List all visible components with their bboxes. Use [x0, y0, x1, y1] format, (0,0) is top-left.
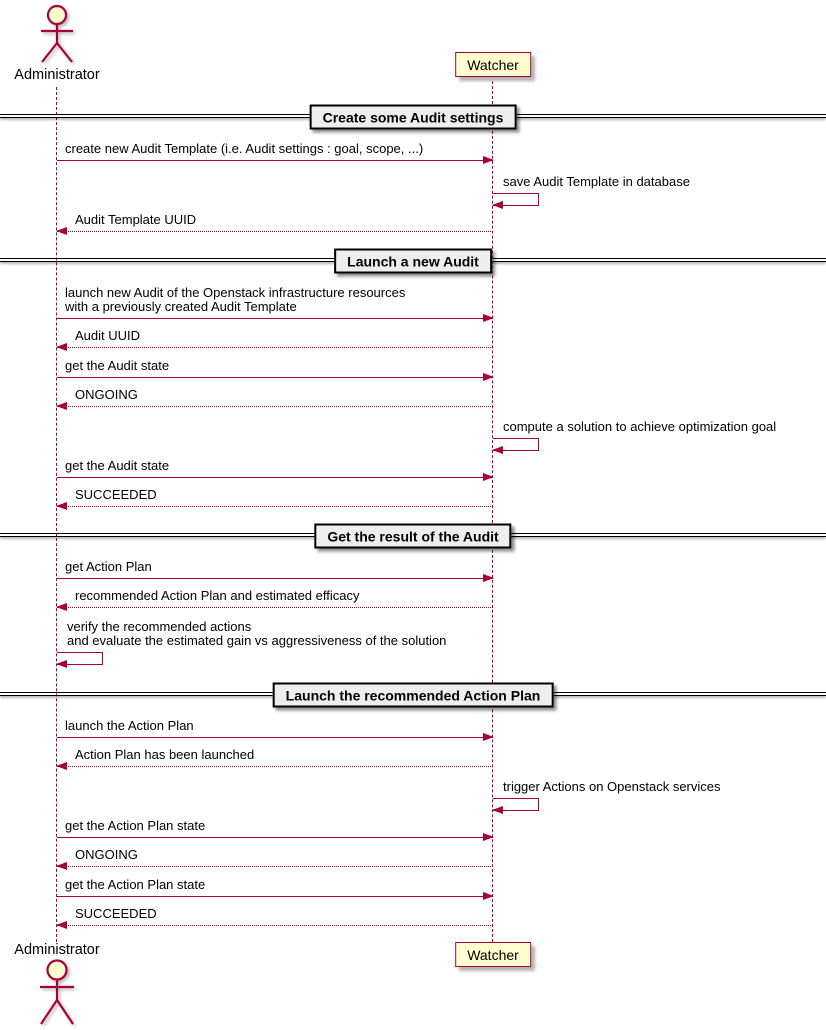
message-text-line: get the Audit state [65, 458, 170, 473]
divider-label-box: Create some Audit settings [310, 105, 517, 130]
arrowhead-icon [483, 574, 494, 582]
message-label [65, 560, 152, 574]
administrator-label-bottom: Administrator [14, 942, 100, 958]
message-text-line: launch new Audit of the Openstack infrastructure resources [65, 285, 406, 300]
message-label [65, 719, 194, 733]
arrowhead-icon [56, 343, 67, 351]
arrowhead-icon [492, 446, 503, 454]
self-message-loop [57, 652, 103, 665]
arrowhead-icon [492, 806, 503, 814]
message-text-line: compute a solution to achieve optimization goal [503, 419, 777, 434]
arrowhead-icon [56, 603, 67, 611]
message-text-line: SUCCEEDED [75, 906, 157, 921]
message-text-line: ONGOING [75, 387, 138, 402]
message-label [65, 819, 205, 833]
message-arrow [57, 896, 493, 897]
self-message-label [503, 420, 776, 434]
message-label [65, 359, 169, 373]
arrowhead-icon [56, 862, 67, 870]
message-text-line: with a previously created Audit Template [65, 299, 297, 314]
message-text-line: verify the recommended actions [67, 619, 252, 634]
message-arrow [57, 837, 493, 838]
self-message-label [503, 780, 721, 794]
self-message-loop [493, 798, 539, 811]
message-arrow [57, 607, 493, 608]
watcher-participant-bottom: Watcher [455, 942, 531, 967]
message-label [65, 878, 205, 892]
arrowhead-icon [483, 473, 494, 481]
message-label [75, 748, 254, 762]
message-text-line: and evaluate the estimated gain vs aggressiveness of the solution [67, 633, 447, 648]
message-label [75, 329, 140, 343]
message-label [65, 142, 423, 156]
message-arrow [57, 737, 493, 738]
watcher-participant-top: Watcher [455, 52, 531, 77]
message-arrow [57, 477, 493, 478]
message-text-line: save Audit Template in database [503, 174, 690, 189]
self-message-label [503, 175, 690, 189]
arrowhead-icon [56, 227, 67, 235]
arrowhead-icon [492, 201, 503, 209]
message-text-line: Audit Template UUID [75, 212, 197, 227]
message-text-line: trigger Actions on Openstack services [503, 779, 721, 794]
message-arrow [57, 160, 493, 161]
message-label [75, 589, 359, 603]
message-text-line: ONGOING [75, 847, 138, 862]
message-arrow [57, 578, 493, 579]
arrowhead-icon [483, 156, 494, 164]
administrator-actor-icon [34, 4, 80, 66]
message-arrow [57, 866, 493, 867]
message-text-line: SUCCEEDED [75, 487, 157, 502]
administrator-label-top: Administrator [14, 67, 100, 83]
message-arrow [57, 347, 493, 348]
message-label [75, 388, 138, 402]
arrowhead-icon [483, 892, 494, 900]
arrowhead-icon [56, 402, 67, 410]
arrowhead-icon [483, 373, 494, 381]
arrowhead-icon [56, 502, 67, 510]
message-label [75, 907, 157, 921]
message-arrow [57, 925, 493, 926]
arrowhead-icon [56, 921, 67, 929]
arrowhead-icon [483, 833, 494, 841]
message-text-line: get the Action Plan state [65, 877, 206, 892]
message-text-line: recommended Action Plan and estimated efficacy [75, 588, 360, 603]
self-message-loop [493, 193, 539, 206]
message-label [65, 286, 405, 314]
divider-label-box: Launch the recommended Action Plan [273, 683, 554, 708]
message-arrow [57, 231, 493, 232]
message-arrow [57, 318, 493, 319]
message-text-line: Action Plan has been launched [75, 747, 255, 762]
message-arrow [57, 766, 493, 767]
arrowhead-icon [56, 660, 67, 668]
message-arrow [57, 506, 493, 507]
message-arrow [57, 406, 493, 407]
arrowhead-icon [483, 314, 494, 322]
message-text-line: get the Audit state [65, 358, 170, 373]
administrator-actor-icon-bottom [34, 958, 80, 1028]
message-text-line: launch the Action Plan [65, 718, 194, 733]
divider-label-box: Launch a new Audit [334, 249, 492, 274]
divider-label-box: Get the result of the Audit [314, 524, 511, 549]
message-text-line: create new Audit Template (i.e. Audit settings : goal, scope, ...) [65, 141, 424, 156]
message-label [65, 459, 169, 473]
administrator-lifeline [56, 87, 57, 942]
message-label [75, 848, 138, 862]
message-label [75, 488, 157, 502]
self-message-loop [493, 438, 539, 451]
message-text-line: get the Action Plan state [65, 818, 206, 833]
self-message-label [67, 620, 446, 648]
arrowhead-icon [56, 762, 67, 770]
message-text-line: Audit UUID [75, 328, 141, 343]
message-text-line: get Action Plan [65, 559, 152, 574]
message-label [75, 213, 196, 227]
message-arrow [57, 377, 493, 378]
arrowhead-icon [483, 733, 494, 741]
